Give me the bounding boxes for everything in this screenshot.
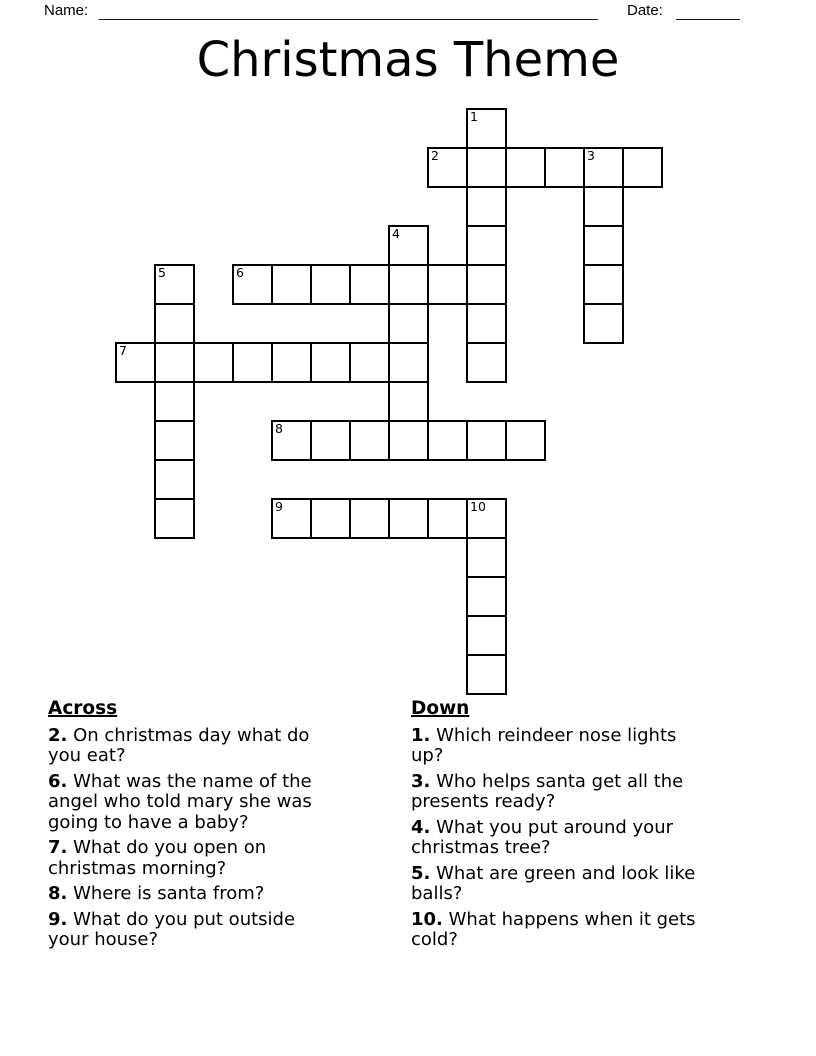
grid-cell[interactable] [466, 303, 507, 344]
cell-number: 7 [119, 343, 127, 358]
grid-cell[interactable] [427, 498, 468, 539]
cell-number: 3 [587, 148, 595, 163]
grid-cell[interactable] [310, 498, 351, 539]
grid-cell[interactable] [622, 147, 663, 188]
grid-cell[interactable] [115, 342, 156, 383]
cell-number: 6 [236, 265, 244, 280]
grid-cell[interactable] [505, 147, 546, 188]
grid-cell[interactable] [349, 264, 390, 305]
clue-item: 4. What you put around your christmas tree? [411, 816, 674, 858]
grid-cell[interactable] [193, 342, 234, 383]
clue-item: 1. Which reindeer nose lights up? [411, 724, 677, 766]
clue-item: 2. On christmas day what do you eat? [48, 724, 310, 766]
grid-cell[interactable] [271, 264, 312, 305]
grid-cell[interactable] [232, 342, 273, 383]
grid-cell[interactable] [310, 420, 351, 461]
clue-item: 7. What do you open on christmas morning? [48, 837, 267, 879]
across-clue-list [48, 726, 334, 951]
grid-cell[interactable] [310, 342, 351, 383]
grid-cell[interactable] [466, 576, 507, 617]
grid-cell[interactable] [466, 498, 507, 539]
grid-cell[interactable] [310, 264, 351, 305]
across-heading: Across [48, 698, 118, 719]
across-clues-section [48, 699, 334, 956]
grid-cell[interactable] [466, 342, 507, 383]
down-clue-list [411, 726, 711, 951]
grid-cell[interactable] [427, 264, 468, 305]
grid-cell[interactable] [154, 381, 195, 422]
grid-cell[interactable] [388, 264, 429, 305]
grid-cell[interactable] [427, 147, 468, 188]
clue-number: 8. [48, 883, 68, 904]
grid-cell[interactable] [466, 654, 507, 695]
cell-number: 4 [392, 226, 400, 241]
name-label: Name: [44, 2, 89, 19]
grid-cell[interactable] [154, 342, 195, 383]
clue-item: 9. What do you put outside your house? [48, 908, 296, 950]
grid-cell[interactable] [466, 615, 507, 656]
grid-cell[interactable] [349, 498, 390, 539]
grid-cell[interactable] [388, 381, 429, 422]
clue-number: 9. [48, 908, 68, 930]
grid-cell[interactable] [154, 420, 195, 461]
grid-cell[interactable] [544, 147, 585, 188]
grid-cell[interactable] [154, 264, 195, 305]
grid-cell[interactable] [232, 264, 273, 305]
grid-cell[interactable] [505, 420, 546, 461]
grid-cell[interactable] [271, 342, 312, 383]
grid-cell[interactable] [388, 420, 429, 461]
cell-number: 8 [275, 421, 283, 436]
cell-number: 1 [470, 109, 478, 124]
grid-cell[interactable] [466, 537, 507, 578]
cell-number: 9 [275, 499, 283, 514]
clue-item: 8. Where is santa from? [48, 883, 265, 904]
grid-cell[interactable] [388, 303, 429, 344]
clue-item: 10. What happens when it gets cold? [411, 908, 696, 950]
grid-cell[interactable] [466, 420, 507, 461]
clue-number: 5. [411, 862, 431, 884]
grid-cell[interactable] [154, 459, 195, 500]
grid-cell[interactable] [388, 342, 429, 383]
grid-cell[interactable] [583, 303, 624, 344]
clue-number: 6. [48, 770, 68, 792]
cell-number: 10 [470, 499, 486, 514]
grid-cell[interactable] [154, 303, 195, 344]
clue-item: 3. Who helps santa get all the presents ready? [411, 770, 684, 812]
grid-cell[interactable] [388, 498, 429, 539]
clue-number: 7. [48, 837, 68, 858]
down-heading: Down [411, 698, 470, 719]
grid-cell[interactable] [583, 147, 624, 188]
grid-cell[interactable] [466, 108, 507, 149]
clue-number: 10. [411, 908, 443, 930]
grid-cell[interactable] [154, 498, 195, 539]
down-clues-section [411, 699, 711, 956]
grid-cell[interactable] [583, 186, 624, 227]
grid-cell[interactable] [388, 225, 429, 266]
grid-cell[interactable] [271, 420, 312, 461]
grid-cell[interactable] [583, 225, 624, 266]
clue-number: 1. [411, 724, 431, 746]
grid-cell[interactable] [466, 225, 507, 266]
grid-cell[interactable] [466, 147, 507, 188]
clue-item: 5. What are green and look like balls? [411, 862, 696, 904]
grid-cell[interactable] [466, 264, 507, 305]
cell-number: 2 [431, 148, 439, 163]
grid-cell[interactable] [466, 186, 507, 227]
cell-number: 5 [158, 265, 166, 280]
date-label: Date: [627, 2, 663, 19]
grid-cell[interactable] [583, 264, 624, 305]
grid-cell[interactable] [271, 498, 312, 539]
clue-item: 6. What was the name of the angel who told mary she was going to have a baby? [48, 770, 312, 833]
grid-cell[interactable] [349, 342, 390, 383]
grid-cell[interactable] [349, 420, 390, 461]
clue-number: 4. [411, 816, 431, 838]
clue-number: 3. [411, 770, 431, 792]
clue-number: 2. [48, 724, 68, 746]
grid-cell[interactable] [427, 420, 468, 461]
page-title: Christmas Theme [196, 32, 620, 88]
